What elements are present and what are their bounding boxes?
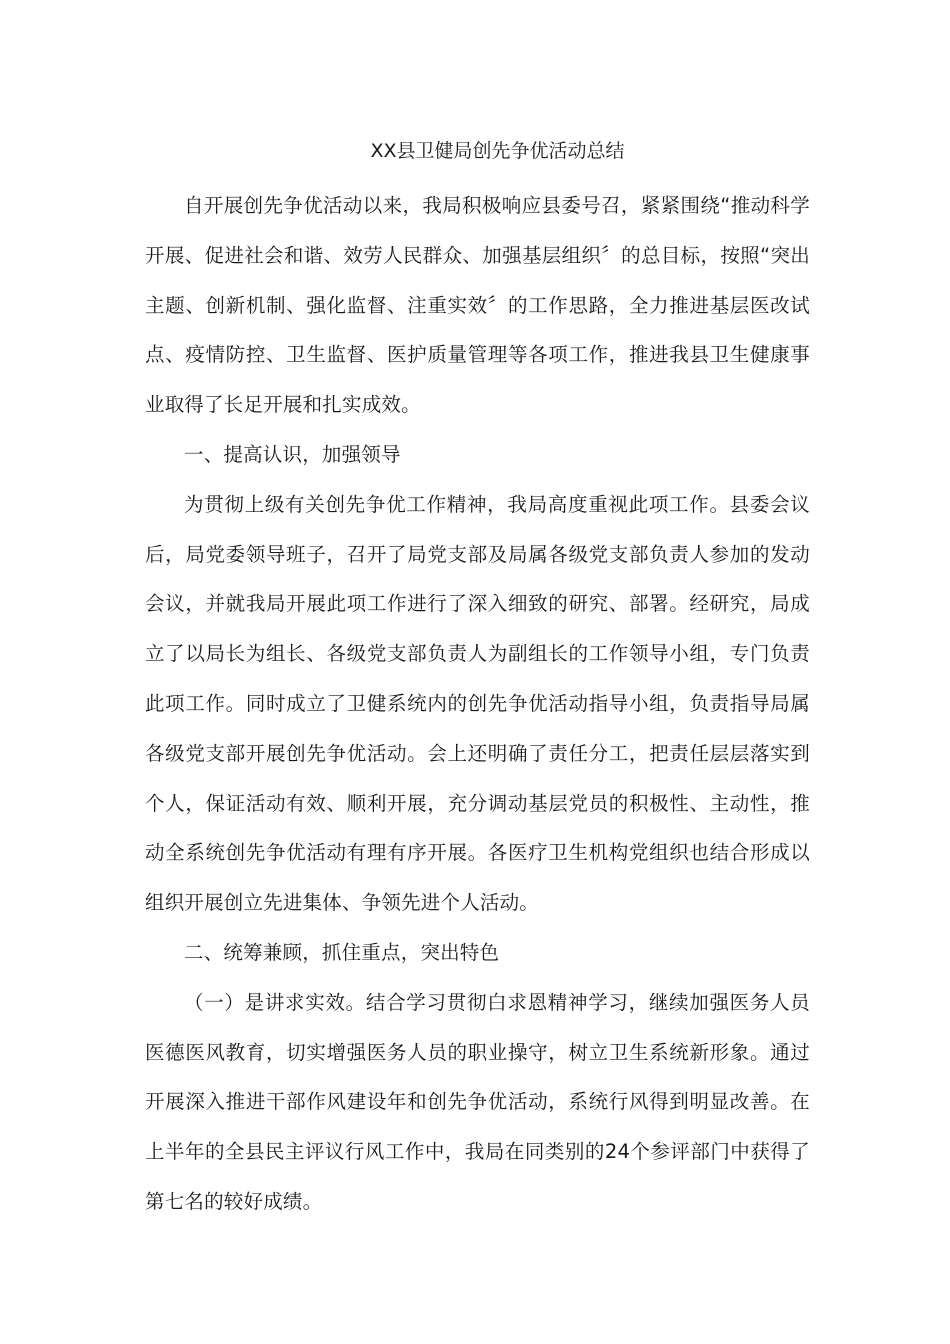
section-2-heading: 二、统筹兼顾，抓住重点，突出特色 (184, 940, 500, 964)
section-1-heading: 一、提高认识，加强领导 (184, 442, 401, 466)
section-1-paragraph: 为贯彻上级有关创先争优工作精神，我局高度重视此项工作。县委会议后，局党委领导班子，召开了局党支部及局属各级党支部负责人参加的发动会议，并就我局开展此项工作进行了深入细致的研究、部署。经研究，局成立了以局长为组长、各级党支部负责人为副组长的工作领导小组，专门负责此项工作。同时成立了卫健系统内的创先争优活动指导小组，负责指导局属各级党支部开展创先争优活动。会上还明确了责任分工，把责任层层落实到个人，保证活动有效、顺利开展，充分调动基层党员的积极性、主动性，推动全系统创先争优活动有理有序开展。各医疗卫生机构党组织也结合形成以组织开展创立先进集体、争领先进个人活动。 (145, 492, 810, 915)
document-title: XX县卫健局创先争优活动总结 (370, 140, 625, 162)
section-2-item-1-paragraph: （一）是讲求实效。结合学习贯彻白求恩精神学习，继续加强医务人员医德医风教育，切实增强医务人员的职业操守，树立卫生系统新形象。通过开展深入推进干部作风建设年和创先争优活动，系统行风得到明显改善。在上半年的全县民主评议行风工作中，我局在同类别的24个参评部门中获得了第七名的较好成绩。 (145, 990, 810, 1213)
document-page (145, 132, 810, 1227)
intro-paragraph: 自开展创先争优活动以来，我局积极响应县委号召，紧紧围绕“推动科学开展、促进社会和谐、效劳人民群众、加强基层组织〞的总目标，按照“突出主题、创新机制、强化监督、注重实效〞的工作思路，全力推进基层医改试点、疫情防控、卫生监督、医护质量管理等各项工作，推进我县卫生健康事业取得了长足开展和扎实成效。 (145, 194, 810, 417)
